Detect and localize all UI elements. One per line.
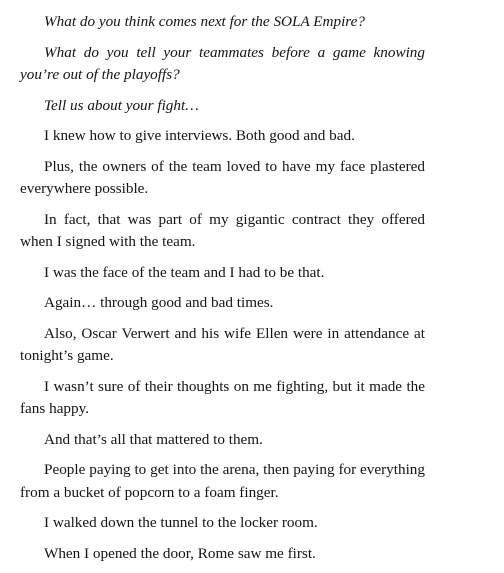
paragraph: Plus, the owners of the team loved to have my face plastered everywhere possible.	[20, 157, 425, 197]
paragraph: I wasn’t sure of their thoughts on me fighting, but it made the fans happy.	[20, 377, 425, 417]
paragraph: Again… through good and bad times.	[44, 294, 274, 311]
paragraph: I was the face of the team and I had to be that.	[44, 263, 325, 281]
paragraph: I knew how to give interviews. Both good and bad.	[44, 127, 355, 144]
paragraph: I walked down the tunnel to the locker room.	[44, 514, 318, 531]
interview-question: What do you think comes next for the SOLA Empire?	[44, 13, 365, 30]
interview-question: Tell us about your fight…	[44, 96, 199, 114]
paragraph: And that’s all that mattered to them.	[44, 430, 263, 448]
paragraph: When I opened the door, Rome saw me first.	[44, 544, 316, 562]
paragraph: Also, Oscar Verwert and his wife Ellen were in attendance at tonight’s game.	[20, 324, 425, 364]
paragraph: People paying to get into the arena, then paying for everything from a bucket of popcorn to a foam finger.	[20, 461, 425, 501]
book-page	[20, 11, 425, 573]
paragraph: In fact, that was part of my gigantic contract they offered when I signed with the team.	[20, 210, 425, 250]
interview-question: What do you tell your teammates before a game knowing you’re out of the playoffs?	[20, 43, 425, 83]
